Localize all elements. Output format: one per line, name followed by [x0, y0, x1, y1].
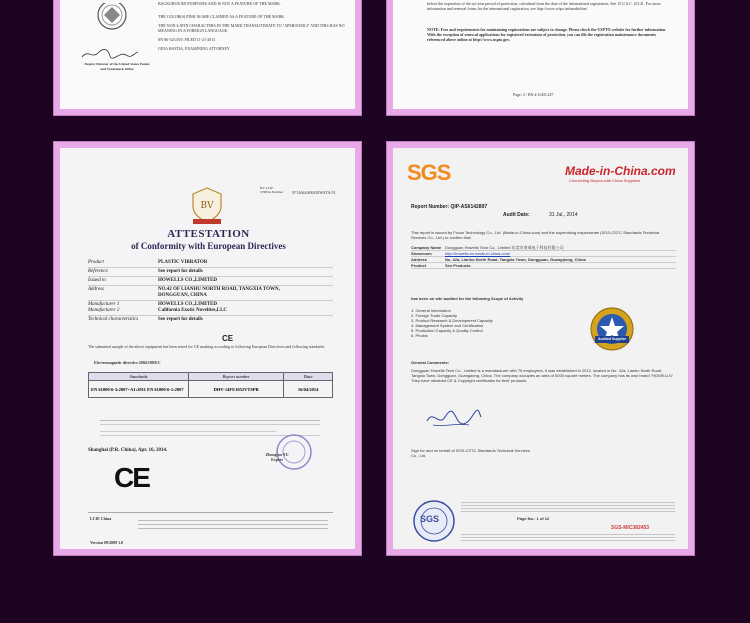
attestation-rows — [88, 260, 333, 323]
renewal-text: before the expiration of the six-year period of protection, calculated from the date of the international registration. See 15 U.S.C. §1141. For more information and renewal forms for the international registration, see http://www.wipo.int/madrid/en/. — [427, 1, 661, 11]
row-label: Product — [88, 260, 104, 265]
audited-supplier-badge-icon — [589, 306, 635, 352]
row-value: See report for details — [158, 269, 203, 274]
field-value: Dongguan Howells Tech Co., Limited 东莞市豪威电子科技有限公司 — [445, 245, 564, 250]
field-label: Address — [411, 257, 428, 262]
stamp-sgs-text: SGS — [420, 514, 440, 524]
th-report: Report number — [189, 373, 284, 381]
row-label: Manufacturer 1 — [88, 302, 120, 307]
row-value: PLASTIC VIBRATOR — [158, 260, 208, 265]
sgs-frame — [386, 141, 695, 556]
signer: Zhong'an YU Expert — [265, 452, 289, 462]
signature-image — [80, 47, 140, 61]
scope-item: 6. Photos — [411, 333, 428, 338]
statement: The submitted sample of the above equipment has been tested for CE marking according to following European Directives and following standards: — [88, 344, 326, 349]
row-value: California Exotic Novelties,LLC — [158, 308, 228, 313]
row-label: Address — [88, 287, 104, 292]
field-value: Sex Products — [445, 263, 471, 268]
sgs-audit-report — [393, 148, 688, 549]
field-label: Company Name — [411, 245, 442, 250]
mark-text-line-2: THE COLOR(S) PINK IS/ARE CLAIMED AS A FEATURE OF THE MARK. — [158, 14, 286, 19]
mic-logo: Made-in-China.com — [565, 164, 676, 178]
field-label: Product — [411, 263, 427, 268]
ce-mark: CE — [114, 462, 149, 493]
td-report: DHV-14FE1052VTSPB — [189, 381, 284, 398]
page-number: Page No.: 1 of 12 — [517, 516, 550, 521]
mark-text-line-4: SN 86-525,819, FILED 11-21-2013 — [158, 37, 216, 42]
signer-title: Deputy Director of the United States Patent and Trademark Office — [84, 62, 150, 71]
th-standards: Standards — [89, 373, 189, 381]
mark-text-line-3: THE NON-LATIN CHARACTERS IN THE MARK TRANSLITERATE TO "APEROOM14" AND THIS HAS NO MEANING IN A FOREIGN LANGUAGE. — [158, 23, 345, 33]
sgs-signature-image — [423, 403, 483, 433]
scope-item: 2. Foreign Trade Capacity — [411, 313, 458, 318]
general-text: Dongguan Howells Tech Co., Limited is a manufacturer with 75 employees, it was established in 2012, located in No. 42a, Lianhu North Road, Tangxia Town, Dongguan, Guangdong, China. The company occupies an area of 5000 square meters. The company has its own brand "HOWELLS". They have obtained CE & Copyright certificates for their products. — [411, 368, 675, 383]
td-standards: EN 61000-6-3:2007+A1:2011 EN 61000-6-1:2007 — [89, 381, 189, 398]
trademark-registration-page — [60, 0, 355, 109]
row-product — [88, 260, 333, 266]
sgs-logo: SGS — [407, 160, 451, 185]
scope-item: 3. Product Research & Development Capacity — [411, 318, 493, 323]
serial-number: SGS-MIC382453 — [611, 525, 650, 531]
uspto-note-page — [393, 0, 688, 109]
row-label: Reference — [88, 269, 108, 274]
scope-item: 5. Production Capacity & Quality Control — [411, 328, 483, 333]
td-date: 16/04/2014 — [284, 381, 333, 398]
trademark-page-frame — [53, 0, 362, 116]
row-technical — [88, 317, 333, 323]
footer-table — [461, 532, 675, 543]
audit-date: 31 Jul., 2014 — [549, 212, 578, 218]
row-reference — [88, 269, 333, 275]
row-label: Technical characteristics — [88, 317, 139, 322]
ref-number: N°14644A00430WSTA/31 — [292, 190, 336, 195]
field-label: Showroom — [411, 251, 432, 256]
showroom-link[interactable]: http://howells.en.made-in-china.com/ — [445, 251, 511, 256]
company-fields — [411, 245, 676, 269]
attestation-certificate — [60, 148, 355, 549]
row-issued-to — [88, 278, 333, 284]
svg-text:BV: BV — [200, 201, 214, 211]
row-label: Issued to — [88, 278, 106, 283]
scope-item: 1. General Information — [411, 308, 451, 313]
row-address — [88, 287, 333, 299]
row-value: NO.42 OF LIANHU NORTH ROAD, TANGXIA TOWN, DONGGUAN, CHINA — [158, 287, 280, 298]
field-product — [411, 263, 676, 269]
attestation-frame — [53, 141, 362, 556]
legal-fine-print — [461, 500, 675, 514]
scope-list — [411, 308, 493, 338]
mic-tagline: Connecting Buyers with China Suppliers — [569, 178, 641, 183]
general-title: General Comments: — [411, 360, 450, 365]
row-manufacturer-2 — [88, 308, 333, 314]
uspto-note-frame — [386, 0, 695, 116]
row-value: HOWELLS CO.,LIMITED — [158, 278, 218, 283]
directive: Electromagnetic directive 2004/108/EC — [94, 360, 161, 365]
version: Version 09/2009 1.0 — [90, 540, 124, 545]
intro-text: This report is issued by Focus Technology Co., Ltd. (Made-in-China.com) and the supervising inspectorate (SGS-CSTC Standards Technical Services Co., Ltd.) to confirm that: — [411, 230, 660, 240]
mark-text-line-1: BACKGROUND PURPOSES AND IS NOT A FEATURE OF THE MARK. — [158, 1, 281, 6]
scope-item: 4. Management System and Certification — [411, 323, 484, 328]
attestation-title: ATTESTATION — [167, 228, 250, 240]
row-value: See report for details — [158, 317, 203, 322]
field-value: No. 42a, Lianhu North Road, Tangxia Town, Dongguan, Guangdong, China — [445, 257, 586, 262]
audit-label: Audit Date: — [503, 212, 530, 218]
bureau-veritas-logo-icon — [190, 186, 224, 226]
page-footer: Page: 2 / RN # 4,605,247 — [513, 92, 554, 97]
sign-text: Sign for and on behalf of SGS-CSTC Standards Technical Services Co., Ltd. — [411, 448, 530, 458]
row-label: Manufacturer 2 — [88, 308, 120, 313]
uspto-seal-icon — [92, 3, 132, 33]
place-date: Shanghai (P.R. China), Apr. 16, 2014. — [88, 448, 168, 453]
header-small: BV LCIE CHINA Number — [260, 186, 284, 194]
scope-title: has been on site audited for the following Scope of Activity — [411, 296, 524, 301]
org: LCIE China — [90, 516, 112, 521]
badge-label: Audited Supplier — [598, 337, 626, 341]
fees-note-text: NOTE: Fees and requirements for maintaining registrations are subject to change. Please check the USPTO website for further information. With the exception of renewal applications for registered extensions of protection, you can file the registration maintenance documents referenced above online at http://www.uspto.gov. — [427, 27, 667, 42]
report-number: Report Number: QIP-ASI/142897 — [411, 204, 488, 210]
standards-table — [88, 372, 333, 398]
th-date: Date — [284, 373, 333, 381]
row-value: HOWELLS CO.,LIMITED — [158, 302, 218, 307]
ce-small: CE — [222, 334, 234, 343]
mark-text-line-5: GINA HAYDA, EXAMINING ATTORNEY — [158, 46, 230, 51]
attestation-subtitle: of Conformity with European Directives — [131, 241, 286, 251]
